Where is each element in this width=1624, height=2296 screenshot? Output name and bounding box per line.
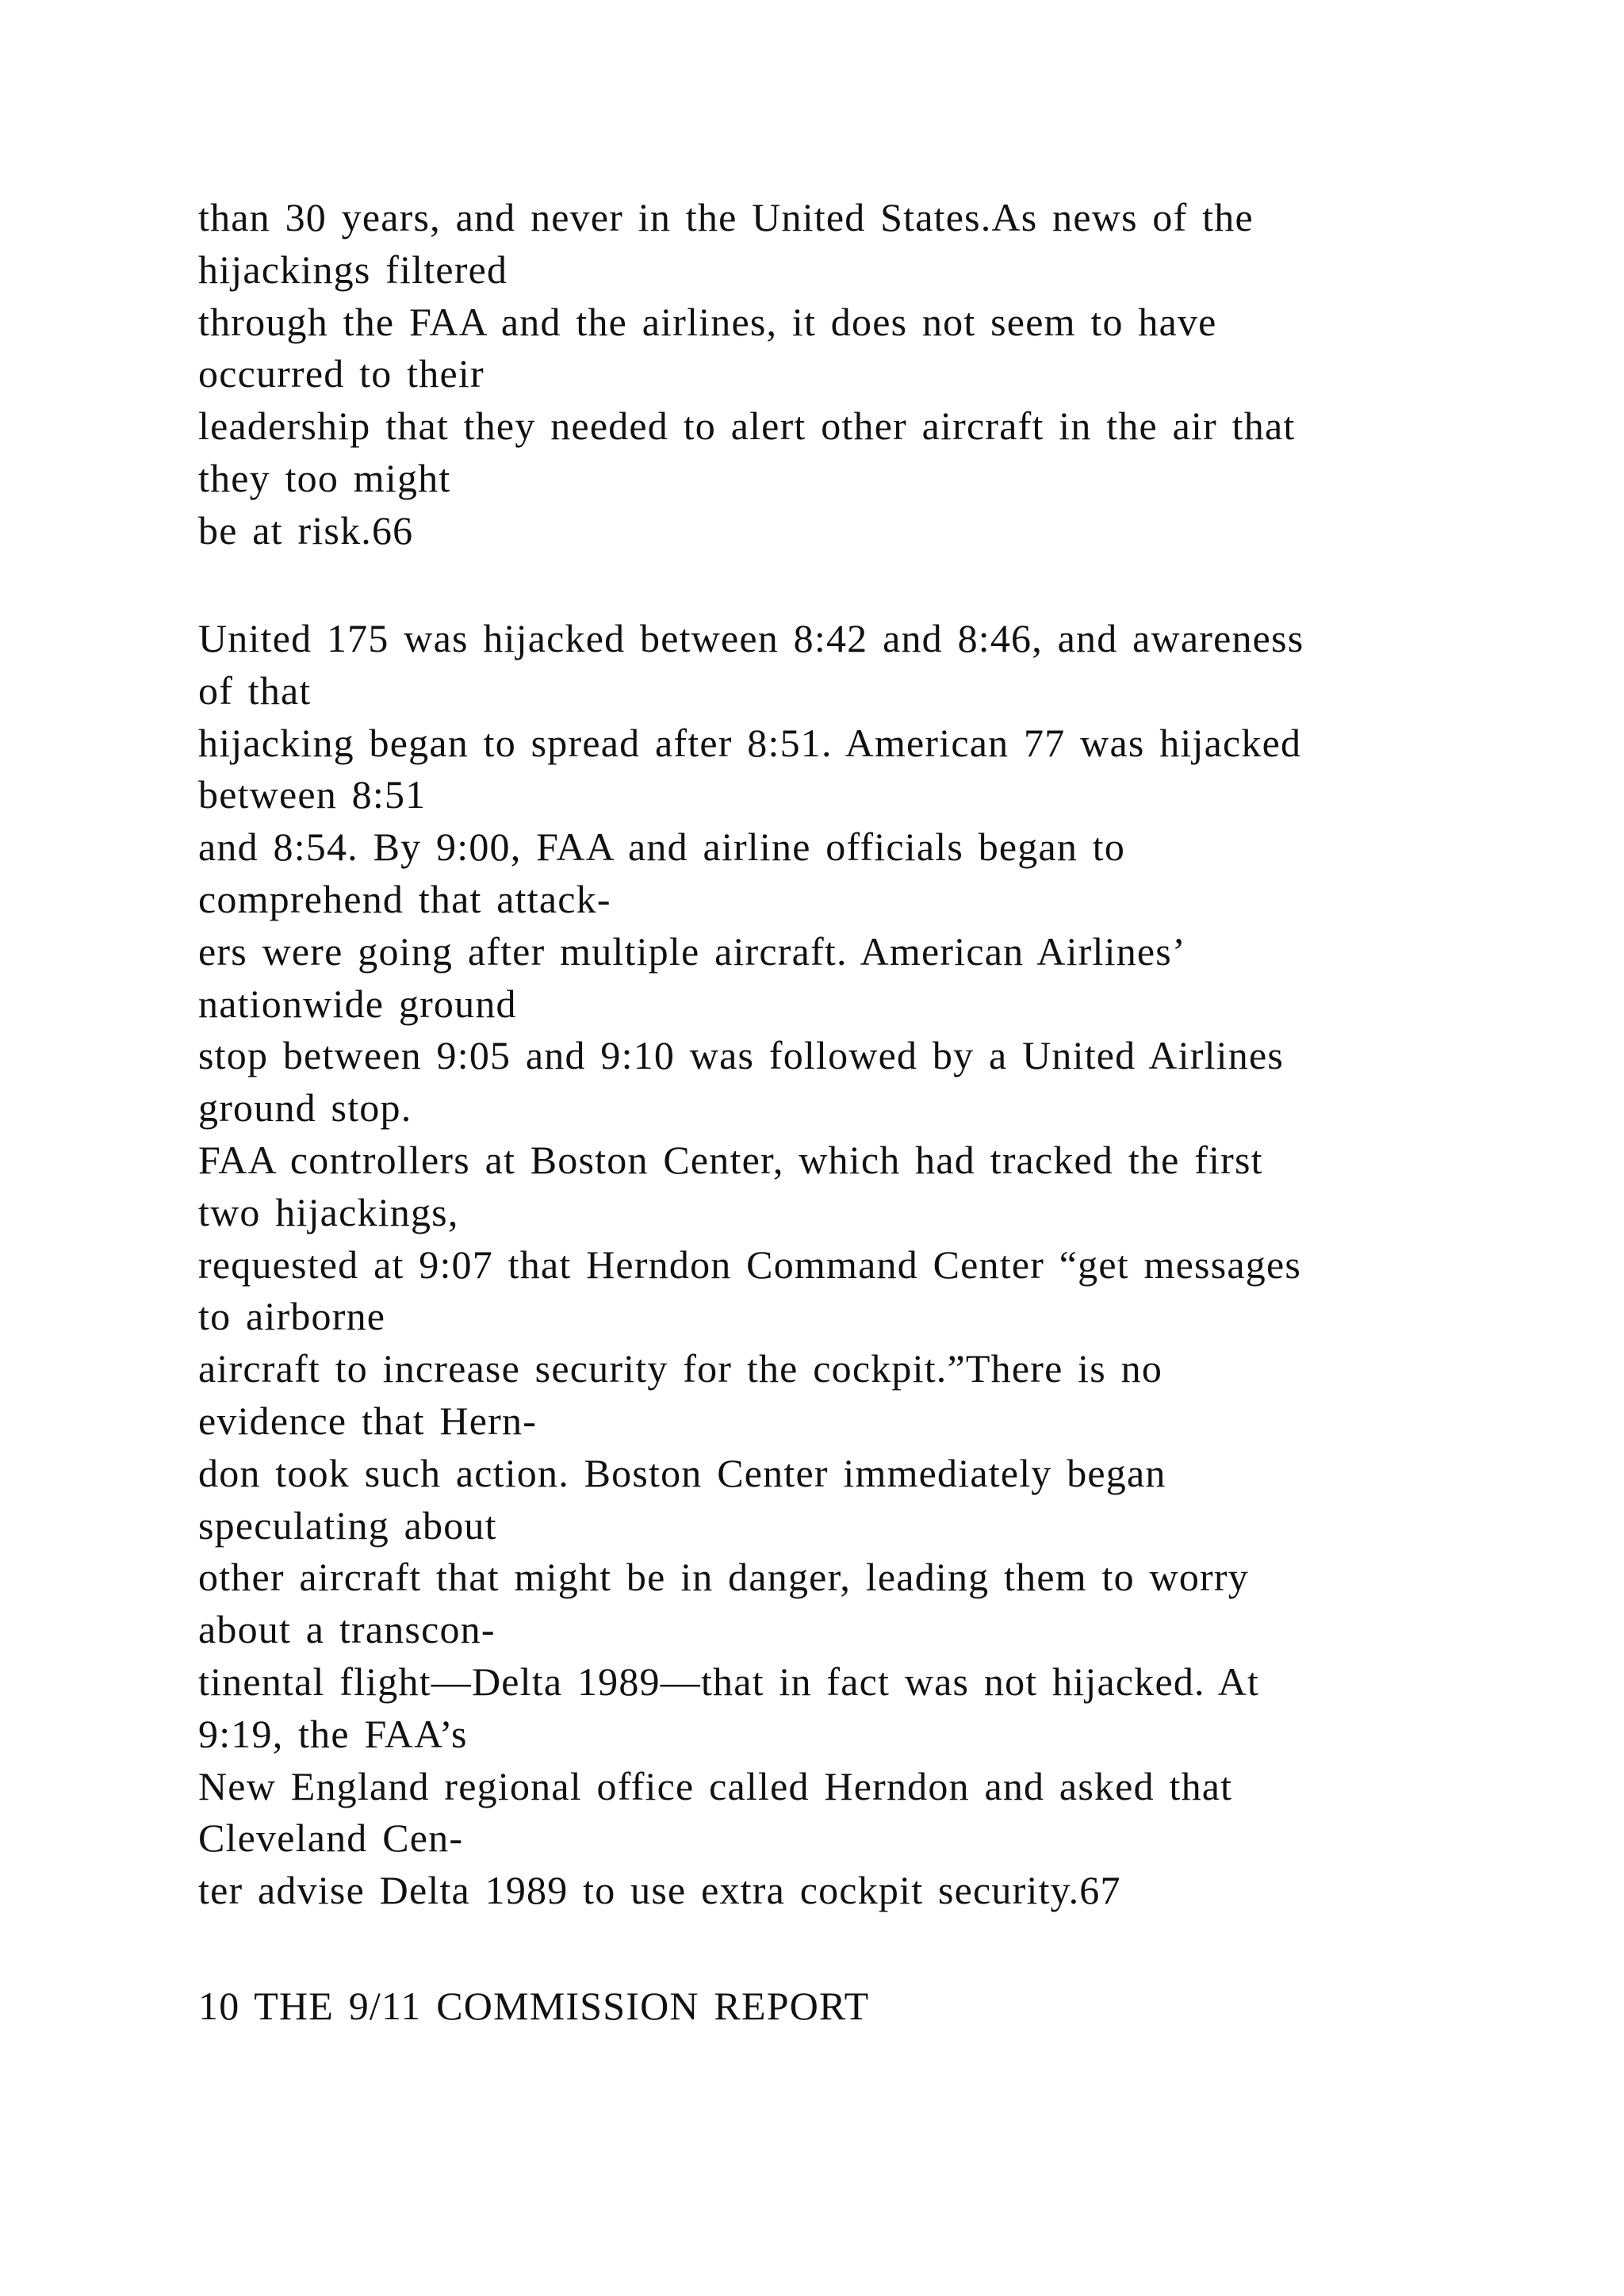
text-line: occurred to their [198,351,485,396]
footer-text: 10 THE 9/11 COMMISSION REPORT [198,1984,870,2028]
text-line: they too might [198,455,451,500]
text-line: Cleveland Cen- [198,1816,464,1861]
text-line: about a transcon- [198,1607,496,1652]
text-line: two hijackings, [198,1189,459,1234]
text-line: speculating about [198,1502,497,1548]
text-line: leadership that they needed to alert other aircraft in the air that [198,404,1296,449]
text-line: be at risk.66 [198,507,414,553]
text-line: and 8:54. By 9:00, FAA and airline officials began to [198,825,1126,870]
paragraph-2 [198,613,1483,1917]
text-line: comprehend that attack- [198,876,611,921]
text-line: evidence that Hern- [198,1398,538,1443]
text-line: 9:19, the FAA’s [198,1711,468,1756]
text-line: requested at 9:07 that Herndon Command Center “get messages [198,1242,1301,1287]
text-line: between 8:51 [198,772,427,817]
text-line: other aircraft that might be in danger, leading them to worry [198,1555,1249,1600]
text-line: tinental flight—Delta 1989—that in fact was not hijacked. At [198,1659,1260,1704]
text-line: aircraft to increase security for the cockpit.”There is no [198,1346,1163,1391]
text-line: hijacking began to spread after 8:51. American 77 was hijacked [198,720,1302,765]
text-line: ter advise Delta 1989 to use extra cockpit security.67 [198,1868,1121,1913]
text-line: ground stop. [198,1085,412,1131]
text-line: don took such action. Boston Center immediately began [198,1450,1166,1495]
text-line: than 30 years, and never in the United States.As news of the [198,195,1254,239]
running-footer [198,1980,1483,2033]
text-line: hijackings filtered [198,247,508,292]
paragraph-1 [198,192,1483,557]
text-line: nationwide ground [198,981,517,1026]
text-line: through the FAA and the airlines, it does not seem to have [198,299,1217,344]
text-line: New England regional office called Herndon and asked that [198,1763,1233,1808]
text-line: United 175 was hijacked between 8:42 and 8:46, and awareness [198,616,1304,660]
text-line: FAA controllers at Boston Center, which had tracked the first [198,1137,1263,1182]
text-line: to airborne [198,1294,386,1339]
text-line: ers were going after multiple aircraft. American Airlines’ [198,928,1186,974]
text-line: stop between 9:05 and 9:10 was followed by a United Airlines [198,1033,1284,1078]
text-line: of that [198,668,312,713]
